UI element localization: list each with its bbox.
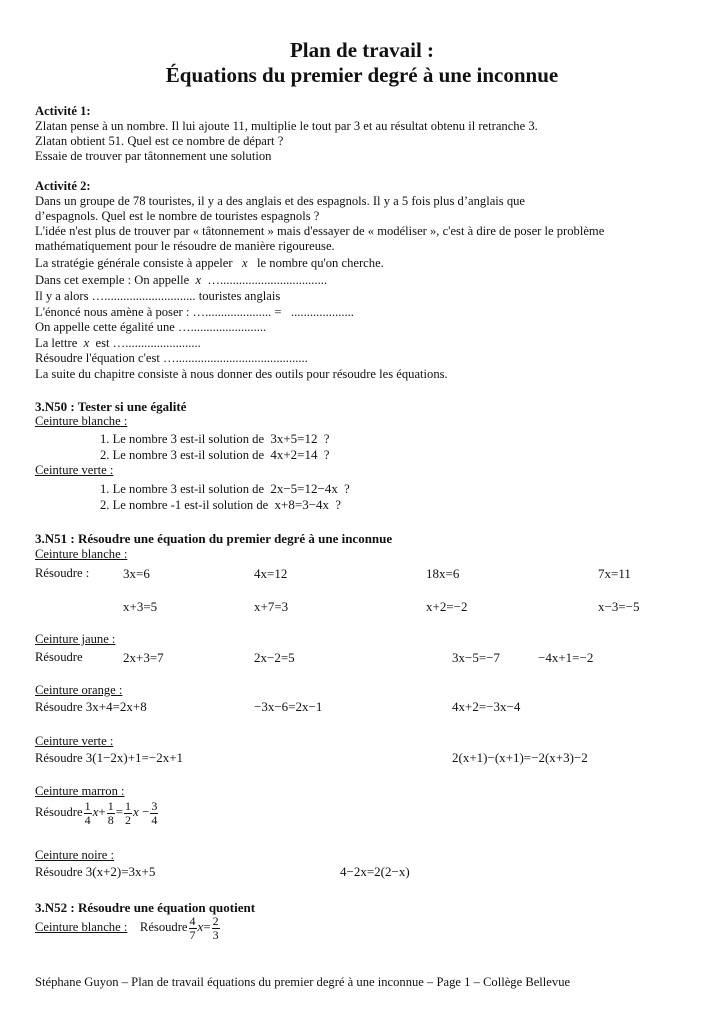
resoudre-text: Résoudre l'équation c'est bbox=[35, 351, 160, 365]
fraction bbox=[150, 800, 158, 827]
n51-noire-label: Ceinture noire : bbox=[35, 848, 115, 862]
denominator: 8 bbox=[107, 812, 114, 827]
item-text: 1. Le nombre 3 est-il solution de bbox=[100, 482, 265, 496]
fraction bbox=[124, 800, 132, 827]
equation: 2x−5=12−4x bbox=[270, 481, 338, 496]
equation: −4x+1=−2 bbox=[538, 650, 594, 665]
equation: 3x+5=12 bbox=[270, 431, 318, 446]
equation: 4x=12 bbox=[254, 566, 288, 581]
equation: 7x=11 bbox=[598, 566, 631, 581]
numerator: 2 bbox=[212, 913, 219, 928]
equation: 2x−2=5 bbox=[254, 650, 295, 665]
egalite-text: On appelle cette égalité une bbox=[35, 320, 175, 334]
n51-marron-label: Ceinture marron : bbox=[35, 784, 125, 798]
activite1-line: Zlatan pense à un nombre. Il lui ajoute 11, multiplie le tout par 3 et au résultat obtenu il retranche 3. bbox=[35, 119, 538, 133]
numerator: 1 bbox=[125, 798, 132, 813]
exemple-line bbox=[35, 273, 327, 288]
page-title-line1: Plan de travail : bbox=[289, 38, 435, 62]
denominator: 4 bbox=[151, 812, 158, 827]
orange-prefix: Résoudre bbox=[35, 700, 83, 714]
n50-blanche-item bbox=[100, 447, 329, 463]
page-footer: Stéphane Guyon – Plan de travail équations du premier degré à une inconnue – Page 1 – Collège Bellevue bbox=[35, 975, 571, 989]
denominator: 2 bbox=[125, 812, 132, 827]
equation: −3x−6=2x−1 bbox=[254, 699, 323, 714]
noire-prefix: Résoudre bbox=[35, 865, 83, 879]
denominator: 7 bbox=[189, 927, 196, 942]
verte-prefix: Résoudre bbox=[35, 751, 83, 765]
activite2-line: L'idée n'est plus de trouver par « tâtonnement » mais d'essayer de « modéliser », c'est à dire de poser le problème bbox=[35, 224, 605, 238]
n52-prefix: Résoudre bbox=[139, 920, 188, 934]
item-text: 2. Le nombre 3 est-il solution de bbox=[100, 448, 265, 462]
question-mark: ? bbox=[323, 448, 330, 462]
fill-in-blank[interactable]: …............................. bbox=[91, 289, 196, 303]
n52-blanche-label: Ceinture blanche : bbox=[35, 920, 128, 934]
n51-orange-label: Ceinture orange : bbox=[35, 683, 123, 697]
activite2-heading: Activité 2: bbox=[35, 179, 91, 193]
n52-blanche-row: Ceinture blanche : Résoudre $\frac{4}{7}$ x= $\frac{2}{3}$ bbox=[35, 913, 219, 942]
activite1-line: Zlatan obtient 51. Quel est ce nombre de départ ? bbox=[35, 134, 284, 148]
egalite-line bbox=[35, 320, 266, 335]
equation: 4−2x=2(2−x) bbox=[340, 864, 410, 879]
lettre-line bbox=[35, 336, 201, 351]
n51-heading: 3.N51 : Résoudre une équation du premier degré à une inconnue bbox=[35, 531, 393, 546]
fraction bbox=[107, 800, 115, 827]
strategy-text: le nombre qu'on cherche. bbox=[257, 256, 384, 270]
n51-blanche-prefix: Résoudre : bbox=[35, 566, 90, 580]
equation: 4x+2=14 bbox=[270, 447, 318, 462]
activite1-line: Essaie de trouver par tâtonnement une solution bbox=[35, 149, 272, 163]
anglais-line bbox=[35, 289, 280, 304]
equation: 2x+3=7 bbox=[123, 650, 164, 665]
n51-blanche-label: Ceinture blanche : bbox=[35, 547, 128, 561]
n50-verte-item bbox=[100, 481, 350, 497]
equation: 3x=6 bbox=[123, 566, 150, 581]
exemple-text: Dans cet exemple : On appelle bbox=[35, 273, 190, 287]
question-mark: ? bbox=[344, 482, 350, 496]
activite1-heading: Activité 1: bbox=[35, 104, 91, 118]
n51-orange-row bbox=[35, 699, 147, 715]
fill-in-blank[interactable]: …..................... bbox=[192, 305, 272, 319]
variable-x: x bbox=[242, 256, 248, 270]
fill-in-blank[interactable]: …........................ bbox=[178, 320, 267, 334]
equals-sign: = bbox=[274, 305, 282, 319]
suite-line: La suite du chapitre consiste à nous donner des outils pour résoudre les équations. bbox=[35, 367, 448, 381]
n51-verte-row bbox=[35, 750, 183, 766]
strategy-text: La stratégie générale consiste à appeler bbox=[35, 256, 233, 270]
n52-heading: 3.N52 : Résoudre une équation quotient bbox=[35, 900, 256, 915]
fill-in-blank[interactable]: …........................ bbox=[112, 336, 201, 350]
anglais-text: Il y a alors bbox=[35, 289, 89, 303]
question-mark: ? bbox=[335, 498, 341, 512]
n51-jaune-label: Ceinture jaune : bbox=[35, 632, 116, 646]
marron-prefix: Résoudre bbox=[35, 805, 83, 819]
fraction bbox=[189, 915, 197, 942]
denominator: 4 bbox=[84, 812, 91, 827]
equation: 3x+4=2x+8 bbox=[85, 699, 147, 714]
activite2-line: d’espagnols. Quel est le nombre de touristes espagnols ? bbox=[35, 209, 320, 223]
numerator: 1 bbox=[84, 798, 91, 813]
fill-in-blank[interactable]: .................... bbox=[290, 305, 354, 319]
question-mark: ? bbox=[323, 432, 330, 446]
item-text: 1. Le nombre 3 est-il solution de bbox=[100, 432, 265, 446]
numerator: 1 bbox=[107, 798, 114, 813]
numerator: 3 bbox=[151, 798, 158, 813]
n50-blanche-item bbox=[100, 431, 329, 447]
denominator: 3 bbox=[212, 927, 219, 942]
lettre-text: La lettre bbox=[35, 336, 78, 350]
strategy-line bbox=[35, 256, 384, 271]
resoudre-line bbox=[35, 351, 308, 366]
equation: x+3=5 bbox=[123, 599, 158, 614]
variable-x: x bbox=[195, 273, 202, 287]
fill-in-blank[interactable]: ….......................................... bbox=[163, 351, 308, 365]
enonce-text: L'énoncé nous amène à poser : bbox=[35, 305, 190, 319]
n50-verte-label: Ceinture verte : bbox=[35, 463, 114, 477]
n50-blanche-label: Ceinture blanche : bbox=[35, 414, 128, 428]
n51-jaune-prefix: Résoudre bbox=[35, 650, 83, 664]
equation: 18x=6 bbox=[426, 566, 460, 581]
n50-verte-item bbox=[100, 497, 341, 513]
n51-noire-row bbox=[35, 864, 155, 880]
activite2-line: mathématiquement pour le résoudre de manière rigoureuse. bbox=[35, 239, 335, 253]
numerator: 4 bbox=[189, 913, 196, 928]
n50-heading: 3.N50 : Tester si une égalité bbox=[35, 399, 187, 414]
equation: 3x−5=−7 bbox=[452, 650, 500, 665]
lettre-text: est bbox=[95, 336, 110, 350]
variable-x: x bbox=[83, 336, 90, 350]
n51-marron-row: Résoudre $\frac{1}{4}$ x+ $\frac{1}{8}$ = $\frac{1}{2}$ x − $\frac{3}{4}$ bbox=[35, 798, 158, 827]
page-title-line2: Équations du premier degré à une inconnue bbox=[165, 63, 559, 87]
equation: x+8=3−4x bbox=[274, 497, 330, 512]
equation: x+7=3 bbox=[254, 599, 289, 614]
anglais-text: touristes anglais bbox=[198, 289, 281, 303]
equation: 2(x+1)−(x+1)=−2(x+3)−2 bbox=[452, 750, 588, 765]
item-text: 2. Le nombre -1 est-il solution de bbox=[100, 498, 269, 512]
n51-verte-label: Ceinture verte : bbox=[35, 734, 114, 748]
equation: x+2=−2 bbox=[426, 599, 468, 614]
equation: x−3=−5 bbox=[598, 599, 640, 614]
equation: 4x+2=−3x−4 bbox=[452, 699, 521, 714]
fraction bbox=[212, 915, 220, 942]
fill-in-blank[interactable]: ….................................. bbox=[207, 273, 328, 287]
equation: 3(x+2)=3x+5 bbox=[85, 864, 156, 879]
fraction bbox=[84, 800, 92, 827]
equation: 3(1−2x)+1=−2x+1 bbox=[85, 750, 184, 765]
activite2-line: Dans un groupe de 78 touristes, il y a des anglais et des espagnols. Il y a 5 fois plus d’anglais que bbox=[35, 194, 526, 208]
enonce-line bbox=[35, 305, 354, 320]
